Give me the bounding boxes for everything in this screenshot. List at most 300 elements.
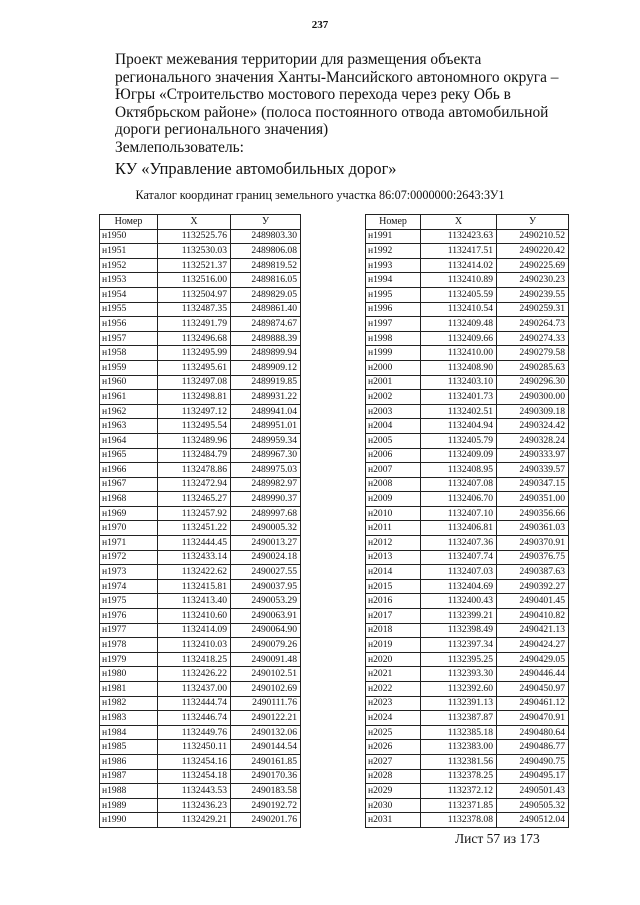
table-row <box>100 419 301 434</box>
table-row <box>366 813 569 828</box>
point-number: н1991 <box>366 229 421 244</box>
coord-y: 2490122.21 <box>231 711 301 726</box>
document-heading <box>115 51 595 177</box>
table-row <box>100 754 301 769</box>
table-row <box>100 258 301 273</box>
point-number: н1964 <box>100 433 158 448</box>
coord-y: 2489806.08 <box>231 244 301 259</box>
table-row <box>100 550 301 565</box>
coord-y: 2490296.30 <box>497 375 569 390</box>
coord-x: 1132404.69 <box>421 579 497 594</box>
coord-y: 2490361.03 <box>497 521 569 536</box>
point-number: н1970 <box>100 521 158 536</box>
table-row <box>100 317 301 332</box>
table-row <box>100 594 301 609</box>
point-number: н2000 <box>366 360 421 375</box>
table-row <box>366 667 569 682</box>
point-number: н1957 <box>100 331 158 346</box>
table-row <box>366 302 569 317</box>
coord-x: 1132457.92 <box>158 506 231 521</box>
point-number: н2020 <box>366 652 421 667</box>
coord-y: 2489982.97 <box>231 477 301 492</box>
point-number: н1958 <box>100 346 158 361</box>
column-header-number: Номер <box>100 215 158 230</box>
table-row <box>100 667 301 682</box>
coord-y: 2490027.55 <box>231 565 301 580</box>
table-row <box>366 754 569 769</box>
coord-x: 1132504.97 <box>158 287 231 302</box>
point-number: н1986 <box>100 754 158 769</box>
coord-x: 1132408.90 <box>421 360 497 375</box>
point-number: н1973 <box>100 565 158 580</box>
coord-y: 2490421.13 <box>497 623 569 638</box>
coord-x: 1132417.51 <box>421 244 497 259</box>
coord-x: 1132410.00 <box>421 346 497 361</box>
heading-line: регионального значения Ханты-Мансийского автономного округа – <box>115 68 559 86</box>
coord-y: 2490259.31 <box>497 302 569 317</box>
table-row <box>100 740 301 755</box>
coord-y: 2490102.51 <box>231 667 301 682</box>
coord-y: 2489919.85 <box>231 375 301 390</box>
table-row <box>366 696 569 711</box>
heading-line: Югры «Строительство мостового перехода через реку Обь в <box>115 86 511 104</box>
point-number: н2013 <box>366 550 421 565</box>
coord-y: 2490274.33 <box>497 331 569 346</box>
table-row <box>366 536 569 551</box>
coord-y: 2490429.05 <box>497 652 569 667</box>
table-row <box>100 433 301 448</box>
column-header-x: X <box>421 215 497 230</box>
point-number: н1969 <box>100 506 158 521</box>
coord-y: 2490486.77 <box>497 740 569 755</box>
table-row <box>100 463 301 478</box>
coord-x: 1132487.35 <box>158 302 231 317</box>
coord-x: 1132497.08 <box>158 375 231 390</box>
coord-y: 2490170.36 <box>231 769 301 784</box>
point-number: н1953 <box>100 273 158 288</box>
heading-line: дороги регионального значения) <box>115 121 329 139</box>
coord-x: 1132497.12 <box>158 404 231 419</box>
table-row <box>366 521 569 536</box>
table-row <box>366 550 569 565</box>
table-row <box>366 798 569 813</box>
table-row <box>100 287 301 302</box>
point-number: н1997 <box>366 317 421 332</box>
point-number: н1965 <box>100 448 158 463</box>
point-number: н2008 <box>366 477 421 492</box>
point-number: н1974 <box>100 579 158 594</box>
table-row <box>366 244 569 259</box>
point-number: н2018 <box>366 623 421 638</box>
coord-y: 2490376.75 <box>497 550 569 565</box>
point-number: н1954 <box>100 287 158 302</box>
point-number: н1971 <box>100 536 158 551</box>
coord-x: 1132530.03 <box>158 244 231 259</box>
coord-x: 1132378.25 <box>421 769 497 784</box>
coord-x: 1132516.00 <box>158 273 231 288</box>
coord-x: 1132407.10 <box>421 506 497 521</box>
coord-x: 1132414.02 <box>421 258 497 273</box>
point-number: н2006 <box>366 448 421 463</box>
table-row <box>366 331 569 346</box>
coord-x: 1132415.81 <box>158 579 231 594</box>
coord-x: 1132393.30 <box>421 667 497 682</box>
coord-y: 2490091.48 <box>231 652 301 667</box>
coord-y: 2490309.18 <box>497 404 569 419</box>
coord-y: 2490183.58 <box>231 784 301 799</box>
coord-x: 1132385.18 <box>421 725 497 740</box>
table-row <box>100 346 301 361</box>
table-row <box>366 273 569 288</box>
table-row <box>366 565 569 580</box>
coord-y: 2489888.39 <box>231 331 301 346</box>
coord-x: 1132371.85 <box>421 798 497 813</box>
table-row <box>366 725 569 740</box>
point-number: н1994 <box>366 273 421 288</box>
coordinates-table-right <box>365 214 569 828</box>
coord-x: 1132372.12 <box>421 784 497 799</box>
point-number: н2016 <box>366 594 421 609</box>
point-number: н2004 <box>366 419 421 434</box>
point-number: н2014 <box>366 565 421 580</box>
coord-x: 1132436.23 <box>158 798 231 813</box>
table-row <box>100 404 301 419</box>
point-number: н1961 <box>100 390 158 405</box>
coord-y: 2489899.94 <box>231 346 301 361</box>
point-number: н1978 <box>100 638 158 653</box>
coord-x: 1132495.99 <box>158 346 231 361</box>
point-number: н1999 <box>366 346 421 361</box>
point-number: н1990 <box>100 813 158 828</box>
coord-x: 1132387.87 <box>421 711 497 726</box>
point-number: н2007 <box>366 463 421 478</box>
point-number: н2029 <box>366 784 421 799</box>
coord-x: 1132443.53 <box>158 784 231 799</box>
table-header-row <box>100 215 301 230</box>
table-row <box>100 652 301 667</box>
point-number: н2028 <box>366 769 421 784</box>
column-header-y: У <box>497 215 569 230</box>
coord-y: 2489861.40 <box>231 302 301 317</box>
table-row <box>366 609 569 624</box>
table-row <box>100 725 301 740</box>
coord-x: 1132451.22 <box>158 521 231 536</box>
table-row <box>366 346 569 361</box>
coord-y: 2490102.69 <box>231 682 301 697</box>
coord-x: 1132465.27 <box>158 492 231 507</box>
point-number: н2005 <box>366 433 421 448</box>
table-row <box>100 477 301 492</box>
table-row <box>100 711 301 726</box>
coord-y: 2490333.97 <box>497 448 569 463</box>
coord-x: 1132423.63 <box>421 229 497 244</box>
point-number: н1982 <box>100 696 158 711</box>
table-row <box>100 769 301 784</box>
coord-x: 1132410.60 <box>158 609 231 624</box>
coord-x: 1132409.48 <box>421 317 497 332</box>
coord-y: 2489967.30 <box>231 448 301 463</box>
coord-y: 2489874.67 <box>231 317 301 332</box>
table-row <box>100 331 301 346</box>
table-header-row <box>366 215 569 230</box>
point-number: н2027 <box>366 754 421 769</box>
coord-x: 1132399.21 <box>421 609 497 624</box>
coord-x: 1132484.79 <box>158 448 231 463</box>
coord-x: 1132429.21 <box>158 813 231 828</box>
point-number: н1951 <box>100 244 158 259</box>
coord-y: 2490470.91 <box>497 711 569 726</box>
coord-x: 1132426.22 <box>158 667 231 682</box>
coord-y: 2489941.04 <box>231 404 301 419</box>
point-number: н1963 <box>100 419 158 434</box>
heading-line: Проект межевания территории для размещения объекта <box>115 51 482 68</box>
coord-x: 1132446.74 <box>158 711 231 726</box>
table-row <box>100 784 301 799</box>
coord-x: 1132406.70 <box>421 492 497 507</box>
coord-x: 1132392.60 <box>421 682 497 697</box>
table-row <box>100 360 301 375</box>
coord-x: 1132381.56 <box>421 754 497 769</box>
point-number: н2010 <box>366 506 421 521</box>
coord-x: 1132409.09 <box>421 448 497 463</box>
table-row <box>100 273 301 288</box>
column-header-x: X <box>158 215 231 230</box>
coord-x: 1132398.49 <box>421 623 497 638</box>
table-row <box>366 652 569 667</box>
coord-y: 2490505.32 <box>497 798 569 813</box>
coord-x: 1132489.96 <box>158 433 231 448</box>
point-number: н1972 <box>100 550 158 565</box>
point-number: н1977 <box>100 623 158 638</box>
point-number: н2022 <box>366 682 421 697</box>
table-row <box>366 638 569 653</box>
coord-x: 1132498.81 <box>158 390 231 405</box>
coord-x: 1132495.61 <box>158 360 231 375</box>
coord-x: 1132397.34 <box>421 638 497 653</box>
sheet-counter: Лист 57 из 173 <box>455 831 540 846</box>
coord-x: 1132395.25 <box>421 652 497 667</box>
coord-x: 1132496.68 <box>158 331 231 346</box>
coord-y: 2490192.72 <box>231 798 301 813</box>
coord-y: 2490201.76 <box>231 813 301 828</box>
table-row <box>366 711 569 726</box>
table-row <box>366 769 569 784</box>
catalog-caption: Каталог координат границ земельного участка 86:07:0000000:2643:ЗУ1 <box>135 188 505 202</box>
point-number: н1952 <box>100 258 158 273</box>
table-row <box>366 229 569 244</box>
table-row <box>100 609 301 624</box>
table-row <box>366 682 569 697</box>
point-number: н2012 <box>366 536 421 551</box>
coord-x: 1132495.54 <box>158 419 231 434</box>
coord-y: 2490053.29 <box>231 594 301 609</box>
heading-line: Октябрьском районе» (полоса постоянного отвода автомобильной <box>115 103 549 121</box>
coord-x: 1132418.25 <box>158 652 231 667</box>
point-number: н1985 <box>100 740 158 755</box>
coord-y: 2490225.69 <box>497 258 569 273</box>
coord-x: 1132410.54 <box>421 302 497 317</box>
coord-y: 2490401.45 <box>497 594 569 609</box>
point-number: н1968 <box>100 492 158 507</box>
coord-y: 2490300.00 <box>497 390 569 405</box>
coord-y: 2489816.05 <box>231 273 301 288</box>
coord-x: 1132449.76 <box>158 725 231 740</box>
heading-line: Землепользователь: <box>115 138 244 156</box>
coord-x: 1132405.79 <box>421 433 497 448</box>
coord-y: 2489997.68 <box>231 506 301 521</box>
coord-x: 1132407.74 <box>421 550 497 565</box>
table-row <box>100 506 301 521</box>
coord-y: 2490063.91 <box>231 609 301 624</box>
point-number: н1950 <box>100 229 158 244</box>
point-number: н1984 <box>100 725 158 740</box>
table-row <box>100 813 301 828</box>
table-row <box>366 360 569 375</box>
coord-y: 2490410.82 <box>497 609 569 624</box>
coord-y: 2490210.52 <box>497 229 569 244</box>
table-row <box>366 463 569 478</box>
point-number: н1996 <box>366 302 421 317</box>
coordinates-table-left <box>99 214 301 828</box>
coord-x: 1132410.89 <box>421 273 497 288</box>
coord-x: 1132478.86 <box>158 463 231 478</box>
coord-y: 2490144.54 <box>231 740 301 755</box>
coord-x: 1132521.37 <box>158 258 231 273</box>
coord-x: 1132444.45 <box>158 536 231 551</box>
coord-y: 2489951.01 <box>231 419 301 434</box>
point-number: н2031 <box>366 813 421 828</box>
point-number: н2024 <box>366 711 421 726</box>
point-number: н2019 <box>366 638 421 653</box>
coord-x: 1132391.13 <box>421 696 497 711</box>
point-number: н2009 <box>366 492 421 507</box>
point-number: н2003 <box>366 404 421 419</box>
coord-x: 1132408.95 <box>421 463 497 478</box>
table-row <box>366 506 569 521</box>
coord-y: 2489909.12 <box>231 360 301 375</box>
coord-y: 2490161.85 <box>231 754 301 769</box>
point-number: н2011 <box>366 521 421 536</box>
point-number: н1966 <box>100 463 158 478</box>
coord-y: 2490328.24 <box>497 433 569 448</box>
coord-y: 2490037.95 <box>231 579 301 594</box>
table-row <box>366 287 569 302</box>
table-row <box>100 492 301 507</box>
coord-y: 2490230.23 <box>497 273 569 288</box>
coord-y: 2489803.30 <box>231 229 301 244</box>
coord-x: 1132454.16 <box>158 754 231 769</box>
coord-y: 2490132.06 <box>231 725 301 740</box>
coord-y: 2490495.17 <box>497 769 569 784</box>
table-row <box>366 433 569 448</box>
coord-x: 1132378.08 <box>421 813 497 828</box>
coord-y: 2490461.12 <box>497 696 569 711</box>
point-number: н2025 <box>366 725 421 740</box>
coord-y: 2489829.05 <box>231 287 301 302</box>
table-row <box>100 521 301 536</box>
coord-y: 2490005.32 <box>231 521 301 536</box>
table-row <box>366 375 569 390</box>
coord-x: 1132444.74 <box>158 696 231 711</box>
table-row <box>100 682 301 697</box>
coord-y: 2490285.63 <box>497 360 569 375</box>
point-number: н1981 <box>100 682 158 697</box>
table-row <box>100 390 301 405</box>
coord-y: 2489931.22 <box>231 390 301 405</box>
coord-x: 1132409.66 <box>421 331 497 346</box>
point-number: н1960 <box>100 375 158 390</box>
coord-y: 2489819.52 <box>231 258 301 273</box>
table-row <box>366 579 569 594</box>
coord-y: 2490351.00 <box>497 492 569 507</box>
coord-y: 2490387.63 <box>497 565 569 580</box>
point-number: н1956 <box>100 317 158 332</box>
coord-y: 2490446.44 <box>497 667 569 682</box>
point-number: н1988 <box>100 784 158 799</box>
point-number: н1975 <box>100 594 158 609</box>
table-row <box>366 492 569 507</box>
coord-x: 1132433.14 <box>158 550 231 565</box>
point-number: н1962 <box>100 404 158 419</box>
coord-y: 2490079.26 <box>231 638 301 653</box>
point-number: н1967 <box>100 477 158 492</box>
table-row <box>100 302 301 317</box>
coord-y: 2490356.66 <box>497 506 569 521</box>
point-number: н2001 <box>366 375 421 390</box>
coord-y: 2490392.27 <box>497 579 569 594</box>
table-row <box>100 536 301 551</box>
coord-y: 2490264.73 <box>497 317 569 332</box>
table-row <box>366 740 569 755</box>
table-row <box>366 448 569 463</box>
coord-y: 2489990.37 <box>231 492 301 507</box>
point-number: н1980 <box>100 667 158 682</box>
coord-y: 2490450.97 <box>497 682 569 697</box>
coord-x: 1132400.43 <box>421 594 497 609</box>
table-row <box>100 244 301 259</box>
table-row <box>100 798 301 813</box>
coord-x: 1132450.11 <box>158 740 231 755</box>
table-row <box>100 638 301 653</box>
coord-y: 2490370.91 <box>497 536 569 551</box>
coord-x: 1132410.03 <box>158 638 231 653</box>
point-number: н2023 <box>366 696 421 711</box>
coord-x: 1132407.08 <box>421 477 497 492</box>
coord-x: 1132401.73 <box>421 390 497 405</box>
table-row <box>366 623 569 638</box>
point-number: н1987 <box>100 769 158 784</box>
coord-y: 2490111.76 <box>231 696 301 711</box>
point-number: н1976 <box>100 609 158 624</box>
point-number: н1992 <box>366 244 421 259</box>
land-user: КУ «Управление автомобильных дорог» <box>115 158 397 178</box>
table-row <box>100 229 301 244</box>
coord-x: 1132404.94 <box>421 419 497 434</box>
point-number: н1989 <box>100 798 158 813</box>
table-row <box>366 404 569 419</box>
coord-y: 2490490.75 <box>497 754 569 769</box>
table-row <box>100 565 301 580</box>
table-row <box>366 784 569 799</box>
table-row <box>366 477 569 492</box>
coord-y: 2490024.18 <box>231 550 301 565</box>
point-number: н2026 <box>366 740 421 755</box>
point-number: н1955 <box>100 302 158 317</box>
coord-y: 2490339.57 <box>497 463 569 478</box>
coord-y: 2490501.43 <box>497 784 569 799</box>
column-header-number: Номер <box>366 215 421 230</box>
coord-y: 2490239.55 <box>497 287 569 302</box>
